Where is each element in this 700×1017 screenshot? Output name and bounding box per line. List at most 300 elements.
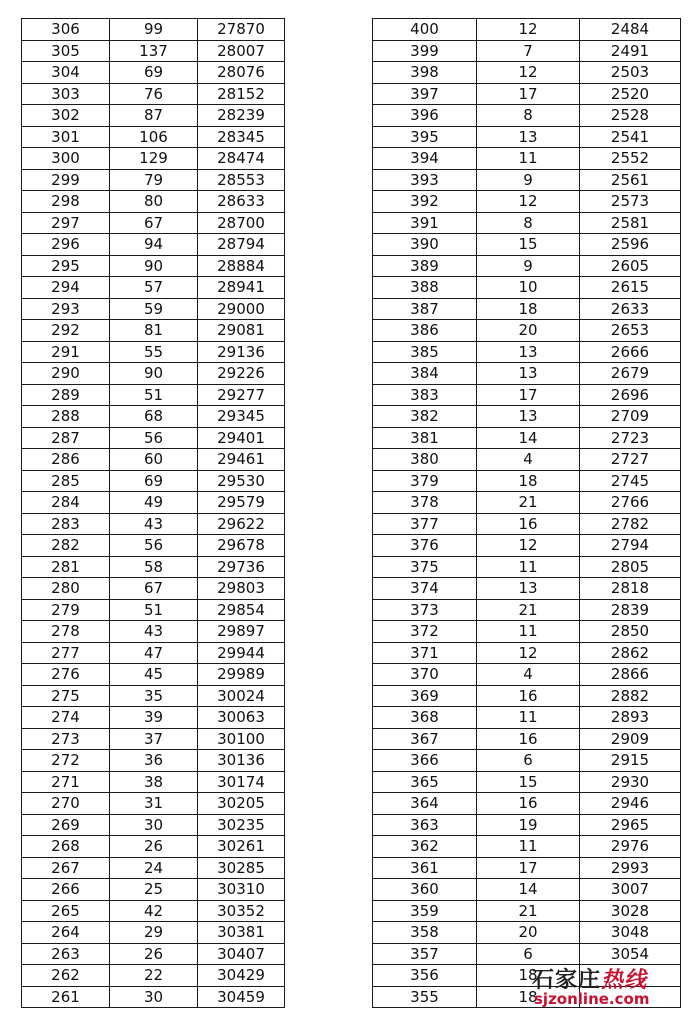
cumulative-cell: 2503 xyxy=(580,62,681,84)
cumulative-cell: 2541 xyxy=(580,126,681,148)
count-cell: 12 xyxy=(477,62,580,84)
count-cell: 90 xyxy=(110,255,198,277)
score-cell: 264 xyxy=(22,922,110,944)
cumulative-cell: 30100 xyxy=(198,728,285,750)
score-cell: 394 xyxy=(373,148,477,170)
score-cell: 392 xyxy=(373,191,477,213)
cumulative-cell: 30407 xyxy=(198,943,285,965)
table-row xyxy=(373,771,681,793)
count-cell: 29 xyxy=(110,922,198,944)
cumulative-cell: 2605 xyxy=(580,255,681,277)
count-cell: 49 xyxy=(110,492,198,514)
count-cell: 6 xyxy=(477,750,580,772)
score-cell: 280 xyxy=(22,578,110,600)
score-cell: 371 xyxy=(373,642,477,664)
count-cell: 67 xyxy=(110,578,198,600)
table-row xyxy=(373,169,681,191)
cumulative-cell: 3048 xyxy=(580,922,681,944)
cumulative-cell: 28152 xyxy=(198,83,285,105)
table-row xyxy=(22,19,285,41)
score-cell: 288 xyxy=(22,406,110,428)
cumulative-cell: 30285 xyxy=(198,857,285,879)
count-cell: 9 xyxy=(477,255,580,277)
table-row xyxy=(373,857,681,879)
score-cell: 298 xyxy=(22,191,110,213)
right-table-body xyxy=(373,19,681,1008)
score-cell: 355 xyxy=(373,986,477,1008)
count-cell: 87 xyxy=(110,105,198,127)
count-cell: 8 xyxy=(477,212,580,234)
table-row xyxy=(22,427,285,449)
cumulative-cell: 30459 xyxy=(198,986,285,1008)
score-cell: 295 xyxy=(22,255,110,277)
count-cell: 16 xyxy=(477,793,580,815)
table-row xyxy=(22,83,285,105)
cumulative-cell: 28007 xyxy=(198,40,285,62)
table-row xyxy=(22,814,285,836)
cumulative-cell: 3007 xyxy=(580,879,681,901)
count-cell: 129 xyxy=(110,148,198,170)
score-cell: 358 xyxy=(373,922,477,944)
cumulative-cell: 29081 xyxy=(198,320,285,342)
left-table-body xyxy=(22,19,285,1008)
score-cell: 393 xyxy=(373,169,477,191)
count-cell: 13 xyxy=(477,363,580,385)
table-row xyxy=(373,255,681,277)
cumulative-cell: 2794 xyxy=(580,535,681,557)
count-cell: 13 xyxy=(477,406,580,428)
table-row xyxy=(22,771,285,793)
table-row xyxy=(373,234,681,256)
table-row xyxy=(373,191,681,213)
count-cell: 47 xyxy=(110,642,198,664)
count-cell: 16 xyxy=(477,728,580,750)
count-cell: 58 xyxy=(110,556,198,578)
table-row xyxy=(373,83,681,105)
cumulative-cell: 2491 xyxy=(580,40,681,62)
score-cell: 360 xyxy=(373,879,477,901)
score-cell: 297 xyxy=(22,212,110,234)
table-row xyxy=(373,19,681,41)
count-cell: 51 xyxy=(110,599,198,621)
cumulative-cell: 2766 xyxy=(580,492,681,514)
count-cell: 26 xyxy=(110,836,198,858)
cumulative-cell: 3054 xyxy=(580,943,681,965)
table-row xyxy=(22,126,285,148)
cumulative-cell: 2839 xyxy=(580,599,681,621)
score-cell: 398 xyxy=(373,62,477,84)
cumulative-cell: 29854 xyxy=(198,599,285,621)
count-cell: 26 xyxy=(110,943,198,965)
count-cell: 31 xyxy=(110,793,198,815)
count-cell: 11 xyxy=(477,836,580,858)
table-row xyxy=(373,492,681,514)
count-cell: 22 xyxy=(110,965,198,987)
count-cell: 59 xyxy=(110,298,198,320)
table-row xyxy=(373,341,681,363)
table-row xyxy=(373,513,681,535)
cumulative-cell: 28633 xyxy=(198,191,285,213)
cumulative-cell: 30352 xyxy=(198,900,285,922)
cumulative-cell: 2882 xyxy=(580,685,681,707)
score-cell: 290 xyxy=(22,363,110,385)
cumulative-cell: 29401 xyxy=(198,427,285,449)
table-row xyxy=(22,642,285,664)
table-row xyxy=(22,556,285,578)
cumulative-cell: 2965 xyxy=(580,814,681,836)
count-cell: 90 xyxy=(110,363,198,385)
table-row xyxy=(22,277,285,299)
cumulative-cell: 2915 xyxy=(580,750,681,772)
cumulative-cell: 2561 xyxy=(580,169,681,191)
right-score-table xyxy=(372,18,681,1008)
table-row xyxy=(22,986,285,1008)
score-cell: 369 xyxy=(373,685,477,707)
cumulative-cell: 29345 xyxy=(198,406,285,428)
score-cell: 387 xyxy=(373,298,477,320)
score-cell: 368 xyxy=(373,707,477,729)
count-cell: 76 xyxy=(110,83,198,105)
count-cell: 21 xyxy=(477,492,580,514)
table-row xyxy=(373,535,681,557)
table-row xyxy=(22,922,285,944)
score-cell: 374 xyxy=(373,578,477,600)
table-row xyxy=(22,406,285,428)
table-row xyxy=(373,922,681,944)
score-cell: 364 xyxy=(373,793,477,815)
cumulative-cell: 28794 xyxy=(198,234,285,256)
score-cell: 390 xyxy=(373,234,477,256)
score-cell: 291 xyxy=(22,341,110,363)
score-cell: 399 xyxy=(373,40,477,62)
cumulative-cell: 30174 xyxy=(198,771,285,793)
count-cell: 60 xyxy=(110,449,198,471)
score-cell: 266 xyxy=(22,879,110,901)
cumulative-cell: 2696 xyxy=(580,384,681,406)
count-cell: 56 xyxy=(110,535,198,557)
table-row xyxy=(373,750,681,772)
table-row xyxy=(373,363,681,385)
cumulative-cell: 29678 xyxy=(198,535,285,557)
score-cell: 362 xyxy=(373,836,477,858)
count-cell: 13 xyxy=(477,578,580,600)
score-cell: 263 xyxy=(22,943,110,965)
watermark-domain: sjzonline.com xyxy=(534,990,650,1008)
table-row xyxy=(373,148,681,170)
table-row xyxy=(22,40,285,62)
table-row xyxy=(22,105,285,127)
cumulative-cell: 29277 xyxy=(198,384,285,406)
table-row xyxy=(373,707,681,729)
score-cell: 271 xyxy=(22,771,110,793)
cumulative-cell: 2573 xyxy=(580,191,681,213)
cumulative-cell: 29226 xyxy=(198,363,285,385)
cumulative-cell: 2782 xyxy=(580,513,681,535)
cumulative-cell: 29530 xyxy=(198,470,285,492)
count-cell: 12 xyxy=(477,191,580,213)
table-row xyxy=(373,40,681,62)
cumulative-cell: 30381 xyxy=(198,922,285,944)
score-cell: 380 xyxy=(373,449,477,471)
score-cell: 381 xyxy=(373,427,477,449)
cumulative-cell: 30429 xyxy=(198,965,285,987)
score-cell: 299 xyxy=(22,169,110,191)
table-row xyxy=(373,879,681,901)
cumulative-cell: 2723 xyxy=(580,427,681,449)
cumulative-cell: 2666 xyxy=(580,341,681,363)
score-cell: 359 xyxy=(373,900,477,922)
score-cell: 275 xyxy=(22,685,110,707)
count-cell: 18 xyxy=(477,298,580,320)
cumulative-cell: 2653 xyxy=(580,320,681,342)
score-cell: 262 xyxy=(22,965,110,987)
count-cell: 35 xyxy=(110,685,198,707)
score-cell: 269 xyxy=(22,814,110,836)
score-cell: 363 xyxy=(373,814,477,836)
cumulative-cell: 2484 xyxy=(580,19,681,41)
score-cell: 270 xyxy=(22,793,110,815)
score-cell: 274 xyxy=(22,707,110,729)
cumulative-cell: 28076 xyxy=(198,62,285,84)
count-cell: 16 xyxy=(477,685,580,707)
count-cell: 21 xyxy=(477,900,580,922)
cumulative-cell: 30261 xyxy=(198,836,285,858)
cumulative-cell: 29622 xyxy=(198,513,285,535)
score-cell: 367 xyxy=(373,728,477,750)
cumulative-cell: 28474 xyxy=(198,148,285,170)
table-row xyxy=(373,664,681,686)
cumulative-cell: 2930 xyxy=(580,771,681,793)
table-row xyxy=(22,793,285,815)
table-row xyxy=(373,320,681,342)
table-row xyxy=(22,384,285,406)
score-cell: 279 xyxy=(22,599,110,621)
cumulative-cell: 2633 xyxy=(580,298,681,320)
count-cell: 9 xyxy=(477,169,580,191)
count-cell: 17 xyxy=(477,857,580,879)
table-row xyxy=(22,320,285,342)
table-row xyxy=(373,642,681,664)
table-row xyxy=(373,277,681,299)
cumulative-cell: 27870 xyxy=(198,19,285,41)
table-row xyxy=(373,943,681,965)
score-cell: 365 xyxy=(373,771,477,793)
table-row xyxy=(373,900,681,922)
cumulative-cell: 2596 xyxy=(580,234,681,256)
cumulative-cell: 3028 xyxy=(580,900,681,922)
count-cell: 99 xyxy=(110,19,198,41)
score-cell: 356 xyxy=(373,965,477,987)
cumulative-cell: 2976 xyxy=(580,836,681,858)
score-cell: 378 xyxy=(373,492,477,514)
score-cell: 289 xyxy=(22,384,110,406)
score-cell: 397 xyxy=(373,83,477,105)
cumulative-cell: 2893 xyxy=(580,707,681,729)
cumulative-cell: 2862 xyxy=(580,642,681,664)
count-cell: 45 xyxy=(110,664,198,686)
count-cell: 11 xyxy=(477,556,580,578)
score-cell: 301 xyxy=(22,126,110,148)
count-cell: 12 xyxy=(477,642,580,664)
table-row xyxy=(373,105,681,127)
count-cell: 6 xyxy=(477,943,580,965)
count-cell: 42 xyxy=(110,900,198,922)
score-cell: 273 xyxy=(22,728,110,750)
score-cell: 304 xyxy=(22,62,110,84)
score-cell: 375 xyxy=(373,556,477,578)
table-row xyxy=(22,857,285,879)
table-row xyxy=(373,406,681,428)
table-row xyxy=(373,578,681,600)
score-cell: 267 xyxy=(22,857,110,879)
count-cell: 67 xyxy=(110,212,198,234)
count-cell: 4 xyxy=(477,664,580,686)
cumulative-cell: 30136 xyxy=(198,750,285,772)
score-cell: 383 xyxy=(373,384,477,406)
score-cell: 294 xyxy=(22,277,110,299)
cumulative-cell: 29803 xyxy=(198,578,285,600)
count-cell: 55 xyxy=(110,341,198,363)
table-row xyxy=(22,664,285,686)
count-cell: 94 xyxy=(110,234,198,256)
count-cell: 57 xyxy=(110,277,198,299)
count-cell: 18 xyxy=(477,986,580,1008)
score-cell: 366 xyxy=(373,750,477,772)
cumulative-cell: 2818 xyxy=(580,578,681,600)
cumulative-cell: 2552 xyxy=(580,148,681,170)
score-cell: 388 xyxy=(373,277,477,299)
score-cell: 265 xyxy=(22,900,110,922)
table-row xyxy=(22,900,285,922)
count-cell: 69 xyxy=(110,470,198,492)
score-cell: 400 xyxy=(373,19,477,41)
cumulative-cell: 28553 xyxy=(198,169,285,191)
score-cell: 277 xyxy=(22,642,110,664)
score-cell: 283 xyxy=(22,513,110,535)
count-cell: 7 xyxy=(477,40,580,62)
cumulative-cell: 2615 xyxy=(580,277,681,299)
table-row xyxy=(373,836,681,858)
table-row xyxy=(373,621,681,643)
score-cell: 296 xyxy=(22,234,110,256)
count-cell: 18 xyxy=(477,470,580,492)
table-row xyxy=(373,814,681,836)
count-cell: 11 xyxy=(477,148,580,170)
count-cell: 106 xyxy=(110,126,198,148)
score-cell: 361 xyxy=(373,857,477,879)
table-row xyxy=(22,363,285,385)
cumulative-cell: 28884 xyxy=(198,255,285,277)
cumulative-cell: 30205 xyxy=(198,793,285,815)
table-row xyxy=(22,707,285,729)
count-cell: 39 xyxy=(110,707,198,729)
score-cell: 261 xyxy=(22,986,110,1008)
score-cell: 370 xyxy=(373,664,477,686)
watermark-cn-red: 热线 xyxy=(601,967,648,993)
table-row xyxy=(373,599,681,621)
cumulative-cell: 2866 xyxy=(580,664,681,686)
count-cell: 20 xyxy=(477,320,580,342)
count-cell: 19 xyxy=(477,814,580,836)
count-cell: 15 xyxy=(477,771,580,793)
cumulative-cell: 29461 xyxy=(198,449,285,471)
count-cell: 17 xyxy=(477,384,580,406)
score-cell: 379 xyxy=(373,470,477,492)
count-cell: 16 xyxy=(477,513,580,535)
score-cell: 372 xyxy=(373,621,477,643)
count-cell: 24 xyxy=(110,857,198,879)
table-row xyxy=(22,943,285,965)
count-cell: 68 xyxy=(110,406,198,428)
score-cell: 276 xyxy=(22,664,110,686)
table-row xyxy=(373,298,681,320)
table-row xyxy=(373,449,681,471)
score-cell: 284 xyxy=(22,492,110,514)
table-row xyxy=(373,793,681,815)
count-cell: 56 xyxy=(110,427,198,449)
cumulative-cell: 29897 xyxy=(198,621,285,643)
count-cell: 30 xyxy=(110,814,198,836)
score-cell: 292 xyxy=(22,320,110,342)
table-row xyxy=(22,169,285,191)
score-cell: 357 xyxy=(373,943,477,965)
table-row xyxy=(373,556,681,578)
count-cell: 13 xyxy=(477,126,580,148)
cumulative-cell: 29579 xyxy=(198,492,285,514)
table-row xyxy=(373,427,681,449)
table-row xyxy=(22,728,285,750)
score-cell: 396 xyxy=(373,105,477,127)
score-cell: 377 xyxy=(373,513,477,535)
table-row xyxy=(22,535,285,557)
table-row xyxy=(22,234,285,256)
table-row xyxy=(22,492,285,514)
count-cell: 17 xyxy=(477,83,580,105)
cumulative-cell: 2520 xyxy=(580,83,681,105)
table-row xyxy=(22,298,285,320)
table-row xyxy=(22,750,285,772)
cumulative-cell: 28941 xyxy=(198,277,285,299)
cumulative-cell: 2909 xyxy=(580,728,681,750)
count-cell: 8 xyxy=(477,105,580,127)
score-cell: 293 xyxy=(22,298,110,320)
cumulative-cell: 29136 xyxy=(198,341,285,363)
score-cell: 282 xyxy=(22,535,110,557)
count-cell: 69 xyxy=(110,62,198,84)
count-cell: 36 xyxy=(110,750,198,772)
count-cell: 18 xyxy=(477,965,580,987)
score-cell: 268 xyxy=(22,836,110,858)
table-row xyxy=(22,255,285,277)
count-cell: 80 xyxy=(110,191,198,213)
table-row xyxy=(22,212,285,234)
cumulative-cell: 2581 xyxy=(580,212,681,234)
table-row xyxy=(22,513,285,535)
score-cell: 386 xyxy=(373,320,477,342)
cumulative-cell: 29736 xyxy=(198,556,285,578)
count-cell: 20 xyxy=(477,922,580,944)
count-cell: 21 xyxy=(477,599,580,621)
cumulative-cell: 2709 xyxy=(580,406,681,428)
score-cell: 305 xyxy=(22,40,110,62)
score-cell: 373 xyxy=(373,599,477,621)
score-cell: 287 xyxy=(22,427,110,449)
cumulative-cell: 2745 xyxy=(580,470,681,492)
table-row xyxy=(373,212,681,234)
table-row xyxy=(22,965,285,987)
count-cell: 15 xyxy=(477,234,580,256)
count-cell: 13 xyxy=(477,341,580,363)
